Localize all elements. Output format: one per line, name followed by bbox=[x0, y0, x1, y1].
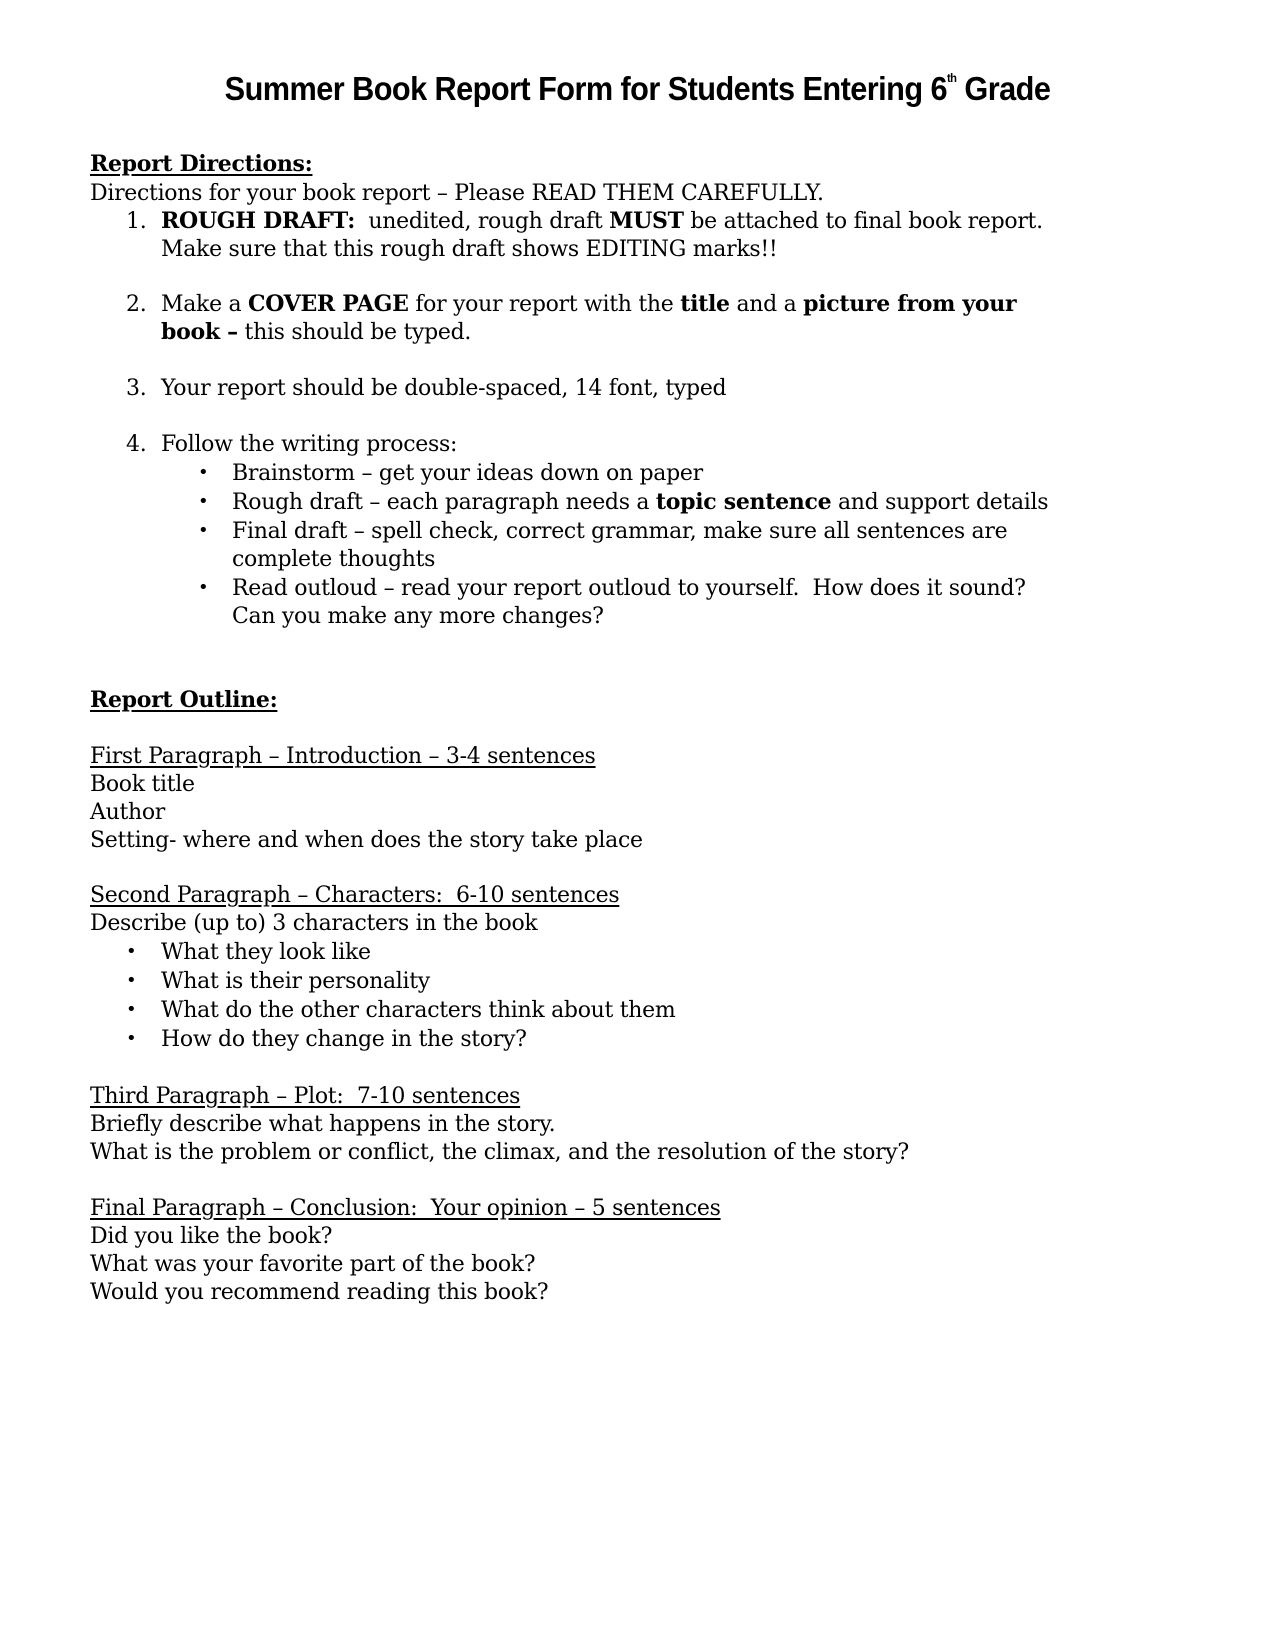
text: unedited, rough draft bbox=[355, 209, 610, 234]
outline-heading: Report Outline: bbox=[90, 687, 278, 713]
section-2-line: Describe (up to) 3 characters in the book bbox=[90, 911, 538, 936]
section-4-line: Did you like the book? bbox=[90, 1224, 333, 1249]
bold-text: MUST bbox=[609, 208, 684, 234]
section-1-line: Book title bbox=[90, 772, 195, 797]
text: this should be typed. bbox=[237, 320, 472, 345]
section-2-bullet: What do the other characters think about them bbox=[161, 998, 676, 1023]
bold-text: book – bbox=[161, 319, 238, 345]
section-1-line: Author bbox=[90, 800, 166, 825]
item-number: 1. bbox=[126, 209, 147, 234]
section-2-heading: Second Paragraph – Characters: 6-10 sentences bbox=[90, 883, 620, 908]
bullet-icon: • bbox=[126, 970, 137, 991]
title-superscript: th bbox=[947, 71, 957, 85]
section-1-line: Setting- where and when does the story take place bbox=[90, 828, 643, 853]
bold-text: COVER PAGE bbox=[248, 291, 409, 317]
text: and a bbox=[729, 292, 804, 317]
directions-item-2-line2 bbox=[161, 318, 471, 347]
section-4-line: Would you recommend reading this book? bbox=[90, 1280, 549, 1305]
section-4-heading: Final Paragraph – Conclusion: Your opinion – 5 sentences bbox=[90, 1196, 721, 1221]
directions-intro: Directions for your book report – Please READ THEM CAREFULLY. bbox=[90, 181, 824, 206]
process-bullet-4-line1: Read outloud – read your report outloud to yourself. How does it sound? bbox=[232, 576, 1026, 601]
section-3-line: Briefly describe what happens in the story. bbox=[90, 1112, 556, 1137]
bullet-icon: • bbox=[126, 1028, 137, 1049]
directions-heading: Report Directions: bbox=[90, 151, 313, 177]
process-bullet-1: Brainstorm – get your ideas down on paper bbox=[232, 461, 703, 486]
process-bullet-3-line2: complete thoughts bbox=[232, 547, 436, 572]
process-bullet-3-line1: Final draft – spell check, correct grammar, make sure all sentences are bbox=[232, 519, 1008, 544]
process-bullet-2 bbox=[232, 488, 1048, 517]
bullet-icon: • bbox=[198, 491, 209, 512]
directions-item-2-number: 2. bbox=[126, 292, 147, 317]
section-4-line: What was your favorite part of the book? bbox=[90, 1252, 536, 1277]
directions-item-4-number: 4. bbox=[126, 432, 147, 457]
section-2-bullet: What they look like bbox=[161, 940, 371, 965]
section-3-line: What is the problem or conflict, the climax, and the resolution of the story? bbox=[90, 1140, 909, 1165]
text: be attached to final book report. bbox=[683, 209, 1043, 234]
directions-item-1 bbox=[126, 207, 146, 236]
text: Make a bbox=[161, 292, 248, 317]
title-suffix: Grade bbox=[956, 70, 1051, 107]
directions-item-3-text: Your report should be double-spaced, 14 font, typed bbox=[161, 376, 727, 401]
bullet-icon: • bbox=[126, 941, 137, 962]
directions-item-4-text: Follow the writing process: bbox=[161, 432, 458, 457]
text: for your report with the bbox=[408, 292, 681, 317]
directions-item-3-number: 3. bbox=[126, 376, 147, 401]
title-text: Summer Book Report Form for Students Entering 6 bbox=[224, 70, 948, 107]
section-2-bullet: How do they change in the story? bbox=[161, 1027, 527, 1052]
bullet-icon: • bbox=[126, 999, 137, 1020]
bullet-icon: • bbox=[198, 577, 209, 598]
bold-text: topic sentence bbox=[655, 489, 832, 515]
section-2-bullet: What is their personality bbox=[161, 969, 430, 994]
text: and support details bbox=[831, 490, 1049, 515]
process-bullet-4-line2: Can you make any more changes? bbox=[232, 604, 604, 629]
section-3-heading: Third Paragraph – Plot: 7-10 sentences bbox=[90, 1084, 521, 1109]
bold-text: ROUGH DRAFT: bbox=[161, 208, 356, 234]
section-1-heading: First Paragraph – Introduction – 3-4 sentences bbox=[90, 744, 596, 769]
directions-item-2-line1 bbox=[161, 290, 1016, 319]
text: Rough draft – each paragraph needs a bbox=[232, 490, 656, 515]
bullet-icon: • bbox=[198, 520, 209, 541]
bullet-icon: • bbox=[198, 462, 209, 483]
bold-text: title bbox=[680, 291, 730, 317]
page-title bbox=[45, 70, 1231, 108]
bold-text: picture from your bbox=[803, 291, 1017, 317]
directions-item-1-line2: Make sure that this rough draft shows EDITING marks!! bbox=[161, 237, 778, 262]
directions-item-1-line1 bbox=[161, 207, 1043, 236]
